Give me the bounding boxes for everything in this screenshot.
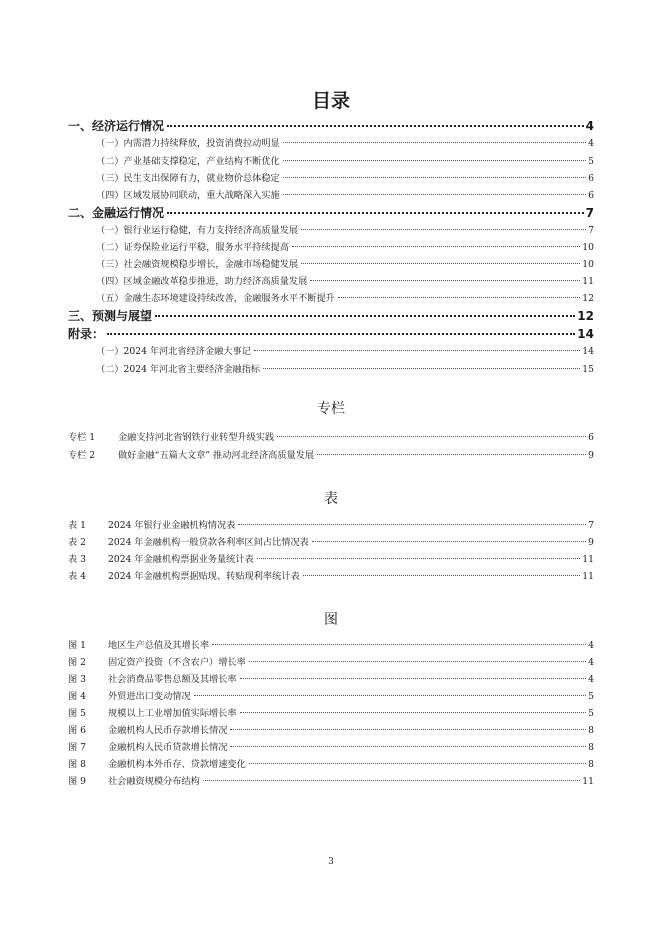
figure-number: 图 6 (68, 725, 86, 736)
toc-item-label: （四）区域金融改革稳步推进，助力经济高质量发展 (96, 276, 308, 287)
figure-page-number: 5 (588, 691, 594, 702)
toc-item[interactable] (96, 239, 594, 253)
figures-heading: 图 (324, 612, 338, 628)
column-page-number: 6 (588, 432, 594, 443)
dot-leader (212, 644, 586, 645)
toc-page-number: 4 (588, 138, 594, 149)
column-entry[interactable] (68, 429, 594, 443)
toc-section[interactable] (68, 325, 594, 341)
dot-leader (167, 212, 584, 214)
figure-label: 规模以上工业增加值实际增长率 (108, 708, 237, 719)
figure-number: 图 5 (68, 708, 86, 719)
toc-item[interactable] (96, 273, 594, 287)
toc-item[interactable] (96, 222, 594, 236)
toc-item-label: （三）民生支出保障有力，就业物价总体稳定 (96, 173, 280, 184)
toc-item[interactable] (96, 290, 594, 304)
table-entry[interactable] (68, 568, 594, 582)
toc-item[interactable] (96, 153, 594, 167)
figure-number: 图 7 (68, 742, 86, 753)
toc-item[interactable] (96, 361, 594, 375)
dot-leader (277, 436, 586, 437)
toc-item-label: （一）银行业运行稳健，有力支持经济高质量发展 (96, 225, 299, 236)
table-label: 2024 年金融机构票据业务量统计表 (108, 554, 254, 565)
dot-leader (283, 177, 586, 178)
toc-page-number: 12 (582, 293, 594, 304)
dot-leader (238, 524, 586, 525)
figure-page-number: 11 (582, 776, 594, 787)
figure-entry[interactable] (68, 637, 594, 651)
toc-item[interactable] (96, 343, 594, 357)
column-entry[interactable] (68, 447, 594, 461)
dot-leader (107, 333, 575, 335)
toc-item-label: （二）产业基础支撑稳定，产业结构不断优化 (96, 156, 280, 167)
table-entry[interactable] (68, 551, 594, 565)
toc-item[interactable] (96, 170, 594, 184)
figure-label: 金融机构人民币存款增长情况 (108, 725, 228, 736)
toc-item[interactable] (96, 256, 594, 270)
dot-leader (194, 695, 586, 696)
column-page-number: 9 (588, 450, 594, 461)
figure-label: 固定资产投资（不含农户）增长率 (108, 657, 246, 668)
figure-number: 图 4 (68, 691, 86, 702)
dot-leader (167, 125, 584, 127)
dot-leader (257, 558, 581, 559)
toc-page-number: 6 (588, 190, 594, 201)
dot-leader (301, 263, 580, 264)
toc-item[interactable] (96, 187, 594, 201)
figure-page-number: 4 (588, 657, 594, 668)
figure-entry[interactable] (68, 654, 594, 668)
dot-leader (292, 246, 580, 247)
dot-leader (301, 229, 586, 230)
dot-leader (155, 315, 575, 317)
figure-page-number: 4 (588, 674, 594, 685)
toc-page-number: 7 (585, 206, 594, 220)
toc-section[interactable] (68, 204, 594, 220)
toc-section-label: 附录： (68, 327, 105, 341)
dot-leader (312, 541, 586, 542)
figure-label: 地区生产总值及其增长率 (108, 640, 210, 651)
toc-item-label: （三）社会融资规模稳步增长，金融市场稳健发展 (96, 259, 299, 270)
toc-item-label: （一）2024 年河北省经济金融大事记 (96, 346, 251, 357)
figure-page-number: 5 (588, 708, 594, 719)
table-page-number: 11 (582, 571, 594, 582)
dot-leader (283, 142, 586, 143)
figure-page-number: 4 (588, 640, 594, 651)
column-label: 做好金融“五篇大文章” 推动河北经济高质量发展 (118, 450, 315, 461)
figure-number: 图 2 (68, 657, 86, 668)
figure-label: 外贸进出口变动情况 (108, 691, 191, 702)
figure-page-number: 8 (588, 742, 594, 753)
toc-title: 目录 (311, 90, 350, 112)
table-number: 表 3 (68, 554, 86, 565)
dot-leader (303, 575, 581, 576)
table-page-number: 9 (588, 537, 594, 548)
toc-section[interactable] (68, 117, 594, 133)
columns-heading: 专栏 (317, 401, 345, 417)
figure-entry[interactable] (68, 756, 594, 770)
toc-page-number: 4 (585, 119, 594, 133)
figure-number: 图 8 (68, 759, 86, 770)
column-number: 专栏 2 (68, 450, 96, 461)
figure-number: 图 3 (68, 674, 86, 685)
toc-page-number: 14 (582, 346, 594, 357)
toc-page-number: 15 (582, 364, 594, 375)
dot-leader (310, 280, 580, 281)
figure-label: 社会消费品零售总额及其增长率 (108, 674, 237, 685)
figure-number: 图 1 (68, 640, 86, 651)
toc-page-number: 10 (582, 242, 594, 253)
figure-page-number: 8 (588, 759, 594, 770)
dot-leader (249, 661, 586, 662)
dot-leader (283, 194, 586, 195)
toc-item-label: （二）2024 年河北省主要经济金融指标 (96, 364, 261, 375)
dot-leader (283, 160, 586, 161)
toc-page-number: 7 (588, 225, 594, 236)
table-page-number: 7 (588, 520, 594, 531)
toc-item-label: （四）区域发展协同联动，重大战略深入实施 (96, 190, 280, 201)
toc-section[interactable] (68, 307, 594, 323)
toc-page-number: 10 (582, 259, 594, 270)
table-number: 表 1 (68, 520, 86, 531)
column-label: 金融支持河北省钢铁行业转型升级实践 (118, 432, 275, 443)
dot-leader (338, 297, 580, 298)
dot-leader (249, 763, 586, 764)
figure-entry[interactable] (68, 705, 594, 719)
figure-label: 金融机构本外币存、贷款增速变化 (108, 759, 246, 770)
toc-page-number: 11 (582, 276, 594, 287)
dot-leader (230, 729, 586, 730)
page-number: 3 (328, 857, 334, 867)
toc-section-label: 二、金融运行情况 (68, 206, 165, 220)
toc-page-number: 5 (588, 156, 594, 167)
figure-number: 图 9 (68, 776, 86, 787)
dot-leader (254, 350, 580, 351)
table-label: 2024 年金融机构一般贷款各利率区间占比情况表 (108, 537, 309, 548)
column-number: 专栏 1 (68, 432, 96, 443)
toc-page-number: 14 (577, 327, 594, 341)
figure-entry[interactable] (68, 739, 594, 753)
toc-item-label: （二）证券保险业运行平稳，服务水平持续提高 (96, 242, 289, 253)
dot-leader (240, 712, 587, 713)
figure-entry[interactable] (68, 671, 594, 685)
dot-leader (230, 746, 586, 747)
toc-item-label: （五）金融生态环境建设持续改善，金融服务水平不断提升 (96, 293, 335, 304)
figure-entry[interactable] (68, 773, 594, 787)
toc-item[interactable] (96, 135, 594, 149)
table-number: 表 4 (68, 571, 86, 582)
figure-label: 金融机构人民币贷款增长情况 (108, 742, 228, 753)
toc-page-number: 12 (577, 309, 594, 323)
table-label: 2024 年金融机构票据贴现、转贴现利率统计表 (108, 571, 300, 582)
toc-item-label: （一）内需潜力持续释放，投资消费拉动明显 (96, 138, 280, 149)
table-page-number: 11 (582, 554, 594, 565)
dot-leader (317, 454, 586, 455)
figure-label: 社会融资规模分布结构 (108, 776, 200, 787)
tables-heading: 表 (324, 491, 338, 507)
toc-section-label: 一、经济运行情况 (68, 119, 165, 133)
table-entry[interactable] (68, 517, 594, 531)
figure-page-number: 8 (588, 725, 594, 736)
figure-entry[interactable] (68, 688, 594, 702)
dot-leader (263, 368, 580, 369)
dot-leader (240, 678, 587, 679)
figure-entry[interactable] (68, 722, 594, 736)
table-label: 2024 年银行业金融机构情况表 (108, 520, 236, 531)
table-entry[interactable] (68, 534, 594, 548)
table-number: 表 2 (68, 537, 86, 548)
toc-section-label: 三、预测与展望 (68, 309, 153, 323)
toc-page-number: 6 (588, 173, 594, 184)
dot-leader (203, 780, 580, 781)
